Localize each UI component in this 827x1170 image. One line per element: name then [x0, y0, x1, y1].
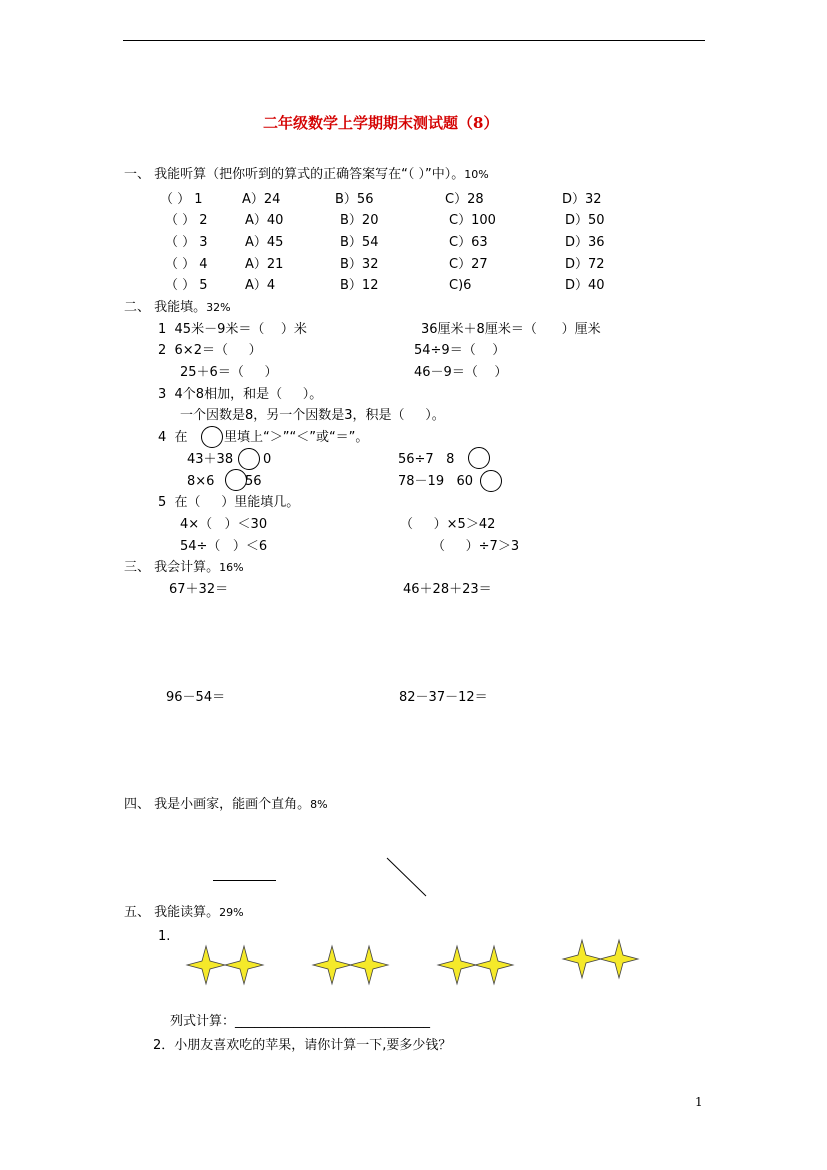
section-5-header: 五、 我能读算。29%	[124, 905, 244, 920]
s1-row-4-b: B）32	[340, 257, 379, 272]
s1-row-5-c: C)6	[449, 278, 472, 293]
s2-q4-prefix: 4 在	[158, 430, 188, 445]
s2-q3-b: 一个因数是8，另一个因数是3，积是（ ）。	[180, 408, 445, 423]
star-icon	[475, 946, 513, 984]
star-pair-4	[563, 940, 638, 978]
s1-row-5-blank: （ ） 5	[165, 278, 208, 293]
page-number: 1	[695, 1095, 703, 1109]
s3-expr-4: 82－37－12＝	[399, 690, 488, 705]
star-icon	[225, 946, 263, 984]
s1-row-3-d: D）36	[565, 235, 605, 250]
s2-q2-d: 46－9＝（ ）	[414, 365, 508, 380]
s2-q2-b: 54÷9＝（ ）	[414, 343, 506, 358]
s3-expr-1: 67＋32＝	[169, 582, 229, 597]
star-icon	[187, 946, 225, 984]
s2-q5: 5 在（ ）里能填几。	[158, 495, 300, 510]
s1-row-5-b: B）12	[340, 278, 379, 293]
s1-row-2-c: C）100	[449, 213, 496, 228]
s2-q2-c: 25＋6＝（ ）	[180, 365, 278, 380]
s1-row-3-c: C）63	[449, 235, 488, 250]
s2-q5-b: （ ）×5＞42	[400, 517, 496, 532]
s2-q3-a: 3 4个8相加，和是（ ）。	[158, 387, 323, 402]
star-pair-1	[187, 946, 263, 984]
section-1-percent: 10%	[464, 168, 489, 181]
s2-q5-c: 54÷（ ）＜6	[180, 539, 268, 554]
s1-row-5-a: A）4	[245, 278, 276, 293]
section-2-percent: 32%	[206, 301, 231, 314]
s1-row-4-c: C）27	[449, 257, 488, 272]
s2-q4-c-tail: 56	[245, 474, 262, 489]
s1-row-5-d: D）40	[565, 278, 605, 293]
s2-q4-instruction: 里填上“＞”“＜”或“＝”。	[224, 430, 369, 445]
s2-q4-c: 8×6	[187, 474, 215, 489]
s3-expr-2: 46＋28＋23＝	[403, 582, 492, 597]
s2-q1-left: 1 45米－9米＝（ ）米	[158, 322, 307, 337]
s1-row-3-a: A）45	[245, 235, 284, 250]
s2-q1-right: 36厘米＋8厘米＝（ ）厘米	[421, 322, 601, 337]
star-icon	[600, 940, 638, 978]
s1-row-4-d: D）72	[565, 257, 605, 272]
section-4-percent: 8%	[310, 798, 328, 811]
s2-q5-d: （ ）÷7＞3	[432, 539, 520, 554]
s5-q2: 2．小朋友喜欢吃的苹果，请你计算一下,要多少钱？	[153, 1038, 452, 1053]
s1-row-1-blank: （ ） 1	[160, 192, 203, 207]
star-icon	[438, 946, 476, 984]
s1-row-3-blank: （ ） 3	[165, 235, 208, 250]
s2-q4-a: 43＋38	[187, 452, 234, 467]
section-3-header: 三、 我会计算。16%	[124, 560, 244, 575]
s1-row-2-d: D）50	[565, 213, 605, 228]
s2-q4-a-tail: 0	[263, 452, 272, 467]
s3-expr-3: 96－54＝	[166, 690, 226, 705]
s5-q1-number: 1.	[158, 929, 171, 944]
s2-q2-a: 2 6×2＝（ ）	[158, 343, 262, 358]
s2-q5-a: 4×（ ）＜30	[180, 517, 268, 532]
star-icon	[313, 946, 351, 984]
page-title: 二年级数学上学期期末测试题（8）	[263, 114, 499, 132]
section-3-percent: 16%	[219, 561, 244, 574]
star-icon	[563, 940, 601, 978]
s1-row-3-b: B）54	[340, 235, 379, 250]
star-pair-2	[313, 946, 388, 984]
formula-blank[interactable]: ______________________________	[235, 1014, 431, 1029]
s1-row-1-c: C）28	[445, 192, 484, 207]
s2-q4-d: 78－19 60	[398, 474, 474, 489]
formula-line	[170, 1015, 430, 1028]
s1-row-1-a: A）24	[242, 192, 281, 207]
s1-row-1-b: B）56	[335, 192, 374, 207]
formula-label: 列式计算：	[170, 1014, 236, 1029]
section-2-header: 二、 我能填。32%	[124, 300, 231, 315]
s1-row-1-d: D）32	[562, 192, 602, 207]
s1-row-2-a: A）40	[245, 213, 284, 228]
section-4-header: 四、 我是小画家，能画个直角。8%	[124, 797, 328, 812]
s2-q4-b: 56÷7 8	[398, 452, 455, 467]
s1-row-4-blank: （ ） 4	[165, 257, 208, 272]
s1-row-2-blank: （ ） 2	[165, 213, 208, 228]
star-icon	[350, 946, 388, 984]
s1-row-4-a: A）21	[245, 257, 284, 272]
star-pair-3	[438, 946, 513, 984]
s1-row-2-b: B）20	[340, 213, 379, 228]
section-1-header: 一、 我能听算（把你听到的算式的正确答案写在“（ ）”中）。10%	[124, 167, 489, 182]
section-5-percent: 29%	[219, 906, 244, 919]
